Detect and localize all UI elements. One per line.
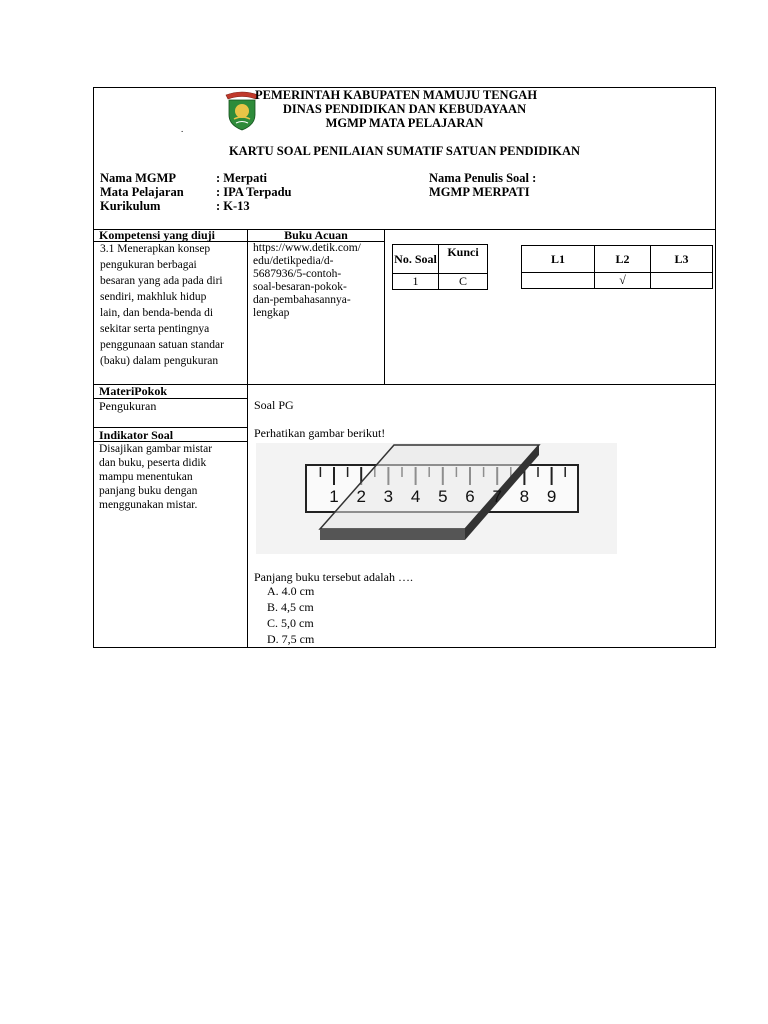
- buku-acuan-line: dan-pembahasannya-: [253, 294, 351, 306]
- header-line-3: MGMP MATA PELAJARAN: [325, 116, 484, 130]
- level-header-l2: L2: [595, 246, 651, 273]
- kompetensi-line: pengukuran berbagai: [100, 259, 197, 271]
- no-soal-header: No. Soal: [393, 245, 439, 274]
- ruler-book-image: [256, 443, 617, 554]
- level-value-l3: [651, 273, 713, 289]
- level-header-l1: L1: [522, 246, 595, 273]
- book-side-front: [320, 529, 465, 540]
- option-b: B. 4,5 cm: [267, 600, 314, 614]
- option-a: A. 4.0 cm: [267, 584, 315, 598]
- level-header-l3: L3: [651, 246, 713, 273]
- materi-pokok-value: Pengukuran: [99, 399, 157, 413]
- kompetensi-line: (baku) dalam pengukuran: [100, 355, 219, 367]
- kompetensi-line: besaran yang ada pada diri: [100, 275, 223, 287]
- buku-acuan-text: [253, 242, 383, 320]
- ruler-number: 4: [410, 487, 421, 506]
- buku-acuan-header: Buku Acuan: [284, 228, 348, 242]
- kompetensi-text: [100, 241, 246, 369]
- indikator-line: dan buku, peserta didik: [99, 457, 207, 469]
- buku-acuan-line: lengkap: [253, 307, 290, 319]
- mapel-label: Mata Pelajaran: [100, 185, 184, 199]
- indikator-line: Disajikan gambar mistar: [99, 443, 213, 455]
- level-value-l1: [522, 273, 595, 289]
- kunci-header: Kunci: [439, 245, 488, 274]
- buku-acuan-line: https://www.detik.com/: [253, 242, 361, 254]
- header-dot: .: [181, 124, 184, 134]
- option-c: C. 5,0 cm: [267, 616, 314, 630]
- penulis-label: Nama Penulis Soal :: [429, 171, 537, 185]
- ruler-number: 9: [546, 487, 557, 506]
- indikator-text: [99, 442, 245, 512]
- indikator-header: Indikator Soal: [99, 428, 174, 442]
- nama-mgmp-value: : Merpati: [216, 171, 268, 185]
- kompetensi-line: sekitar serta pentingnya: [100, 323, 210, 335]
- kurikulum-value: : K-13: [216, 199, 250, 213]
- soal-instruction: Perhatikan gambar berikut!: [254, 426, 386, 440]
- card-title: KARTU SOAL PENILAIAN SUMATIF SATUAN PENDIDIKAN: [228, 144, 581, 158]
- ruler-number: 5: [438, 487, 448, 506]
- header-line-1: PEMERINTAH KABUPATEN MAMUJU TENGAH: [255, 88, 538, 102]
- ruler-number: 3: [383, 487, 394, 506]
- indikator-line: mampu menentukan: [99, 471, 193, 483]
- nama-mgmp-label: Nama MGMP: [100, 171, 177, 185]
- ruler-number: 8: [519, 487, 530, 506]
- penulis-value: MGMP MERPATI: [429, 185, 530, 199]
- kompetensi-line: penggunaan satuan standar: [100, 339, 224, 351]
- kompetensi-line: sendiri, makhluk hidup: [100, 291, 207, 303]
- kunci-value: C: [439, 274, 488, 290]
- buku-acuan-line: edu/detikpedia/d-: [253, 255, 334, 267]
- kompetensi-line: lain, dan benda-benda di: [100, 307, 214, 319]
- kompetensi-header: Kompetensi yang diuji: [99, 228, 216, 242]
- indikator-line: menggunakan mistar.: [99, 499, 198, 511]
- kurikulum-label: Kurikulum: [100, 199, 161, 213]
- ruler-numbers: [329, 487, 556, 506]
- ruler-number: 6: [465, 487, 475, 506]
- buku-acuan-line: soal-besaran-pokok-: [253, 281, 347, 293]
- ruler-number: 7: [492, 487, 502, 506]
- soal-type: Soal PG: [254, 398, 294, 412]
- ruler-book-figure: [256, 443, 617, 554]
- divider-kompetensi: [93, 384, 716, 385]
- level-table: [521, 245, 713, 289]
- level-value-l2: √: [595, 273, 651, 289]
- buku-acuan-line: 5687936/5-contoh-: [253, 268, 342, 280]
- option-d: D. 7,5 cm: [267, 632, 315, 646]
- divider-col1: [247, 229, 248, 648]
- indikator-line: panjang buku dengan: [99, 485, 198, 497]
- no-soal-value: 1: [393, 274, 439, 290]
- ruler-number: 1: [329, 487, 339, 506]
- mapel-value: : IPA Terpadu: [216, 185, 292, 199]
- divider-col2: [384, 229, 385, 384]
- ruler-number: 2: [356, 487, 366, 506]
- header-line-2: DINAS PENDIDIKAN DAN KEBUDAYAAN: [282, 102, 527, 116]
- kompetensi-line: 3.1 Menerapkan konsep: [100, 243, 211, 255]
- kunci-table: [392, 244, 488, 290]
- materi-pokok-header: MateriPokok: [99, 384, 167, 398]
- soal-question: Panjang buku tersebut adalah ….: [254, 570, 413, 584]
